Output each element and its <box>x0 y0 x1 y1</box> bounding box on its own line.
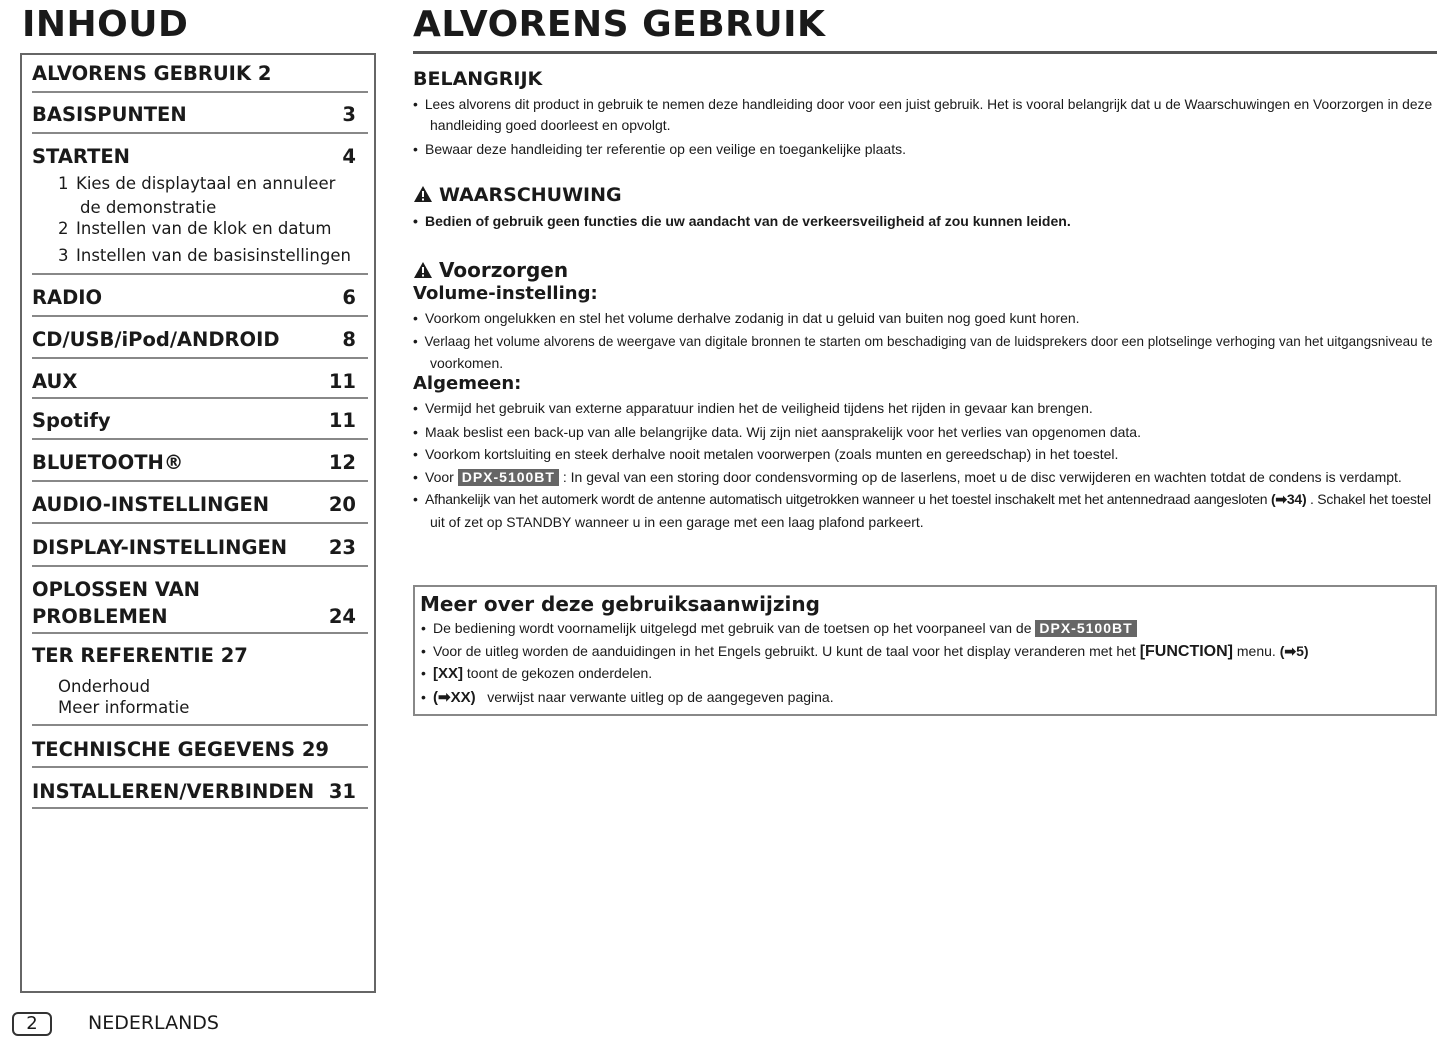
toc-entry[interactable] <box>32 408 368 434</box>
bullet-item: • Maak beslist een back-up van alle belangrijke data. Wij zijn niet aansprakelijk voor het verlies van opgenomen data. <box>413 424 1141 440</box>
toc-subentry[interactable]: 3 Instellen van de basisinstellingen <box>58 246 351 265</box>
toc-entry-page: 31 <box>328 780 356 803</box>
toc-entry[interactable] <box>32 450 368 476</box>
page-reference: (➡XX) <box>433 689 476 706</box>
bullet-item: • Verlaag het volume alvorens de weergave van digitale bronnen te starten om beschadiging van de luidsprekers door een plotselinge verhoging van het uitgangsniveau te <box>413 333 1433 349</box>
model-badge: DPX-5100BT <box>1035 620 1136 637</box>
toc-entry-page: 23 <box>328 536 356 559</box>
toc-divider <box>32 132 368 134</box>
toc-entry-page: 8 <box>342 328 356 351</box>
toc-entry-label: AUX <box>32 370 78 393</box>
bullet-item: • Vermijd het gebruik van externe apparatuur indien het de veiligheid tijdens het rijden in gevaar kan brengen. <box>413 400 1093 416</box>
toc-entry-label: BLUETOOTH® <box>32 451 184 474</box>
bullet-continuation: uit of zet op STANDBY wanneer u in een garage met een laag plafond parkeert. <box>430 514 924 530</box>
toc-entry-page: 6 <box>342 286 356 309</box>
bullet-item: • [XX] toont de gekozen onderdelen. <box>421 665 653 682</box>
toc-entry-page: 11 <box>328 409 356 432</box>
bullet-item: • De bediening wordt voornamelijk uitgelegd met gebruik van de toetsen op het voorpaneel van de DPX-5100BT <box>421 617 1137 639</box>
toc-entry[interactable] <box>32 779 368 805</box>
footer-language: NEDERLANDS <box>88 1012 219 1034</box>
warning-icon <box>413 261 433 279</box>
model-badge: DPX-5100BT <box>458 469 559 486</box>
toc-subentry[interactable]: Meer informatie <box>58 698 190 717</box>
toc-entry[interactable] <box>32 61 368 87</box>
toc-divider <box>32 807 368 809</box>
bullet-item: • Afhankelijk van het automerk wordt de antenne automatisch uitgetrokken wanneer u het toestel inschakelt met het antennedraad aangesloten (➡34) . Schakel het toestel <box>413 491 1431 507</box>
key-label: [XX] <box>433 665 463 682</box>
toc-entry-label: ALVORENS GEBRUIK 2 <box>32 62 272 85</box>
toc-entry-label: TECHNISCHE GEGEVENS 29 <box>32 738 329 761</box>
page-reference[interactable]: (➡5) <box>1279 643 1309 659</box>
toc-title: INHOUD <box>22 4 189 45</box>
toc-entry[interactable] <box>32 535 368 561</box>
toc-divider <box>32 315 368 317</box>
bullet-continuation: handleiding goed doorleest en opvolgt. <box>430 117 671 133</box>
toc-entry-page: 11 <box>328 370 356 393</box>
toc-entry-label: DISPLAY-INSTELLINGEN <box>32 536 288 559</box>
toc-entry-label: CD/USB/iPod/ANDROID <box>32 328 280 351</box>
bullet-item: • (➡XX) verwijst naar verwante uitleg op de aangegeven pagina. <box>421 689 834 706</box>
bullet-item: • Voorkom ongelukken en stel het volume derhalve zodanig in dat u geluid van buiten nog goed kunt horen. <box>413 310 1080 326</box>
toc-entry-label: Spotify <box>32 409 111 432</box>
bullet-item: • Voorkom kortsluiting en steek derhalve nooit metalen voorwerpen (zoals munten en gereedschap) in het toestel. <box>413 446 1119 462</box>
info-box-heading: Meer over deze gebruiksaanwijzing <box>420 592 820 616</box>
toc-divider <box>32 522 368 524</box>
toc-entry-label: OPLOSSEN VAN <box>32 578 200 601</box>
toc-entry-label: BASISPUNTEN <box>32 103 187 126</box>
toc-entry-label: TER REFERENTIE 27 <box>32 644 248 667</box>
toc-divider <box>32 397 368 399</box>
toc-subentry[interactable]: 2 Instellen van de klok en datum <box>58 219 332 238</box>
toc-divider <box>32 766 368 768</box>
toc-entry[interactable] <box>32 492 368 518</box>
section-heading-waarschuwing: WAARSCHUWING <box>413 184 622 206</box>
toc-divider <box>32 632 368 634</box>
bullet-item: • Voor de uitleg worden de aanduidingen in het Engels gebruikt. U kunt de taal voor het display veranderen met het [FUNCTION] menu. (➡5) <box>421 643 1309 660</box>
toc-entry[interactable] <box>32 737 368 763</box>
toc-subentry[interactable]: Onderhoud <box>58 677 151 696</box>
toc-divider <box>32 724 368 726</box>
toc-subentry[interactable]: 1 Kies de displaytaal en annuleer <box>58 174 336 193</box>
subheading-algemeen: Algemeen: <box>413 373 522 394</box>
bullet-item: • Voor DPX-5100BT : In geval van een storing door condensvorming op de laserlens, moet u de disc verwijderen en wachten totdat de condens is verdampt. <box>413 469 1402 485</box>
toc-entry[interactable] <box>32 285 368 311</box>
bullet-item: • Bedien of gebruik geen functies die uw aandacht van de verkeersveiligheid af zou kunnen leiden. <box>413 213 1071 229</box>
section-heading-belangrijk: BELANGRIJK <box>413 68 543 90</box>
toc-subentry-cont: de demonstratie <box>80 198 217 217</box>
page-number: 2 <box>12 1012 52 1036</box>
toc-entry-label: AUDIO-INSTELLINGEN <box>32 493 270 516</box>
page-reference[interactable]: (➡34) <box>1270 491 1307 507</box>
toc-entry-page: 3 <box>342 103 356 126</box>
bullet-continuation: voorkomen. <box>430 355 504 371</box>
subheading-volume: Volume-instelling: <box>413 283 598 304</box>
toc-entry[interactable] <box>32 369 368 395</box>
toc-entry-page: 20 <box>328 493 356 516</box>
toc-divider <box>32 357 368 359</box>
toc-entry-page: 24 <box>328 605 356 628</box>
warning-icon <box>413 185 433 203</box>
toc-entry[interactable] <box>32 327 368 353</box>
toc-entry-label: STARTEN <box>32 145 131 168</box>
toc-divider <box>32 273 368 275</box>
toc-entry[interactable] <box>32 144 368 170</box>
toc-divider <box>32 480 368 482</box>
toc-entry[interactable] <box>32 643 368 669</box>
bullet-item: • Bewaar deze handleiding ter referentie op een veilige en toegankelijke plaats. <box>413 141 906 157</box>
toc-entry[interactable] <box>32 102 368 128</box>
toc-panel <box>20 53 376 993</box>
toc-divider <box>32 91 368 93</box>
toc-entry-label: RADIO <box>32 286 103 309</box>
bullet-item: • Lees alvorens dit product in gebruik te nemen deze handleiding door voor een juist gebruik. Het is vooral belangrijk dat u de Waarschuwingen en Voorzorgen in deze <box>413 96 1433 112</box>
toc-divider <box>32 565 368 567</box>
title-divider <box>413 51 1437 54</box>
toc-entry-label: INSTALLEREN/VERBINDEN <box>32 780 315 803</box>
toc-divider <box>32 438 368 440</box>
toc-entry-label: PROBLEMEN <box>32 605 168 628</box>
toc-entry-page: 12 <box>328 451 356 474</box>
section-heading-voorzorgen: Voorzorgen <box>413 258 568 282</box>
page-title: ALVORENS GEBRUIK <box>413 4 826 45</box>
toc-entry[interactable] <box>32 577 368 603</box>
toc-entry-page: 4 <box>342 145 356 168</box>
toc-entry[interactable] <box>32 604 368 630</box>
function-key-label: [FUNCTION] <box>1139 643 1233 660</box>
